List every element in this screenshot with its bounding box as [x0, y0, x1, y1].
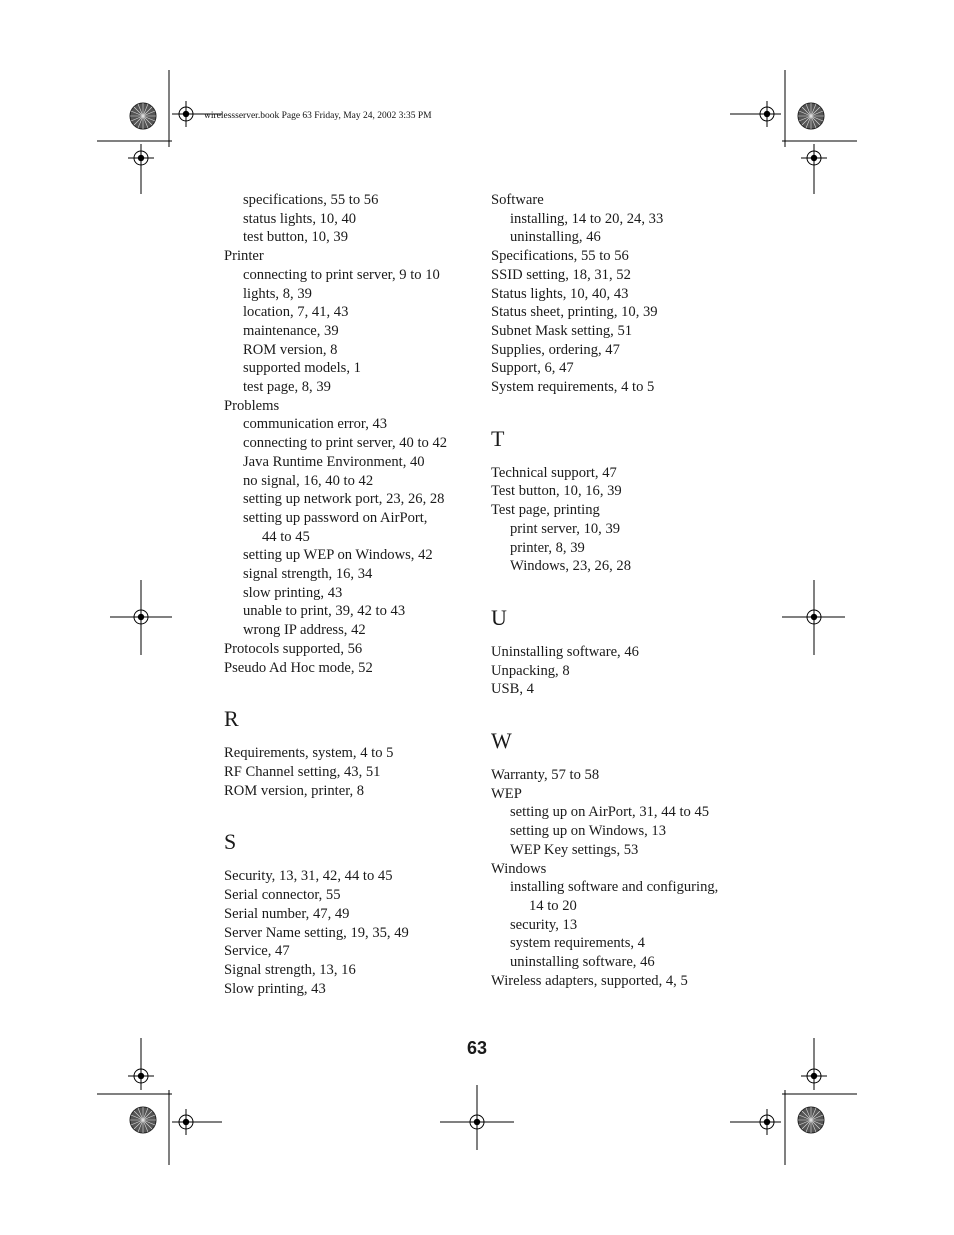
index-subentry: setting up password on AirPort,	[243, 509, 428, 526]
index-subentry: connecting to print server, 9 to 10	[243, 266, 440, 283]
index-entry: Software	[491, 192, 544, 208]
index-subentry: test page, 8, 39	[243, 379, 331, 396]
index-entry: ROM version, printer, 8	[224, 782, 365, 799]
index-subentry: test button, 10, 39	[243, 229, 348, 246]
index-entry: Slow printing, 43	[224, 980, 326, 997]
index-entry: Supplies, ordering, 47	[491, 341, 620, 358]
index-entry: WEP	[491, 785, 522, 802]
index-subentry: unable to print, 39, 42 to 43	[243, 603, 406, 620]
index-entry: Unpacking, 8	[491, 662, 570, 679]
index-subentry: setting up on AirPort, 31, 44 to 45	[510, 804, 710, 821]
index-subentry: wrong IP address, 42	[243, 622, 366, 639]
index-entry: Signal strength, 13, 16	[224, 961, 356, 978]
index-subentry: installing software and configuring,	[510, 879, 719, 896]
index-subentry-continuation: 14 to 20	[529, 897, 577, 914]
index-entry: Test button, 10, 16, 39	[491, 483, 622, 500]
file-slug: wirelessserver.book Page 63 Friday, May 24, 2002 3:35 PM	[204, 111, 432, 121]
index-subentry: no signal, 16, 40 to 42	[243, 472, 374, 489]
index-entry: Technical support, 47	[491, 464, 617, 481]
index-entry: Warranty, 57 to 58	[491, 767, 600, 784]
index-entry: Protocols supported, 56	[224, 640, 363, 657]
index-entry: Specifications, 55 to 56	[491, 248, 629, 265]
index-entry: Service, 47	[224, 943, 290, 960]
index-subentry: lights, 8, 39	[243, 285, 312, 302]
index-subentry: communication error, 43	[243, 416, 388, 433]
index-subentry: system requirements, 4	[510, 935, 645, 952]
index-subentry-continuation: 44 to 45	[262, 528, 310, 545]
index-entry: Windows	[491, 860, 547, 877]
index-section-letter: T	[491, 425, 505, 451]
index-subentry: uninstalling, 46	[510, 229, 601, 246]
index-subentry: specifications, 55 to 56	[243, 192, 379, 208]
index-subentry: signal strength, 16, 34	[243, 566, 373, 583]
index-entry: Server Name setting, 19, 35, 49	[224, 924, 409, 941]
index-entry: Uninstalling software, 46	[491, 643, 639, 660]
index-subentry: location, 7, 41, 43	[243, 304, 349, 321]
index-entry: Security, 13, 31, 42, 44 to 45	[224, 868, 393, 885]
index-column-left	[224, 191, 474, 998]
index-subentry: setting up WEP on Windows, 42	[243, 547, 433, 564]
index-subentry: print server, 10, 39	[510, 520, 621, 537]
index-subentry: installing, 14 to 20, 24, 33	[510, 210, 664, 227]
index-subentry: supported models, 1	[243, 360, 361, 377]
index-subentry: Java Runtime Environment, 40	[243, 453, 425, 470]
index-section-letter: W	[491, 728, 512, 754]
index-entry: Problems	[224, 397, 280, 414]
index-entry: Serial number, 47, 49	[224, 905, 350, 922]
index-entry: Wireless adapters, supported, 4, 5	[491, 972, 688, 989]
index-section-letter: S	[224, 829, 237, 855]
index-subentry: WEP Key settings, 53	[510, 841, 639, 858]
index-subentry: ROM version, 8	[243, 341, 338, 358]
index-entry: USB, 4	[491, 681, 534, 698]
index-entry: Pseudo Ad Hoc mode, 52	[224, 659, 373, 676]
index-entry: Status lights, 10, 40, 43	[491, 285, 629, 302]
index-entry: Support, 6, 47	[491, 360, 574, 377]
index-subentry: setting up network port, 23, 26, 28	[243, 491, 445, 508]
index-subentry: uninstalling software, 46	[510, 954, 655, 971]
index-subentry: printer, 8, 39	[510, 539, 585, 556]
index-subentry: maintenance, 39	[243, 322, 339, 339]
index-subentry: Windows, 23, 26, 28	[510, 558, 632, 575]
index-entry: Serial connector, 55	[224, 887, 341, 904]
index-subentry: connecting to print server, 40 to 42	[243, 435, 448, 452]
index-entry: Printer	[224, 248, 264, 265]
index-subentry: status lights, 10, 40	[243, 210, 357, 227]
index-entry: Test page, printing	[491, 502, 600, 519]
index-entry: RF Channel setting, 43, 51	[224, 763, 381, 780]
index-section-letter: R	[224, 706, 239, 732]
index-entry: Status sheet, printing, 10, 39	[491, 304, 658, 321]
index-entry: Subnet Mask setting, 51	[491, 322, 633, 339]
index-column-right	[491, 191, 751, 991]
index-subentry: security, 13	[510, 916, 578, 933]
index-section-letter: U	[491, 604, 507, 630]
page-number: 63	[466, 1038, 488, 1058]
index-entry: System requirements, 4 to 5	[491, 379, 655, 396]
index-entry: SSID setting, 18, 31, 52	[491, 266, 631, 283]
index-subentry: setting up on Windows, 13	[510, 823, 667, 840]
index-subentry: slow printing, 43	[243, 584, 343, 601]
index-entry: Requirements, system, 4 to 5	[224, 745, 394, 762]
